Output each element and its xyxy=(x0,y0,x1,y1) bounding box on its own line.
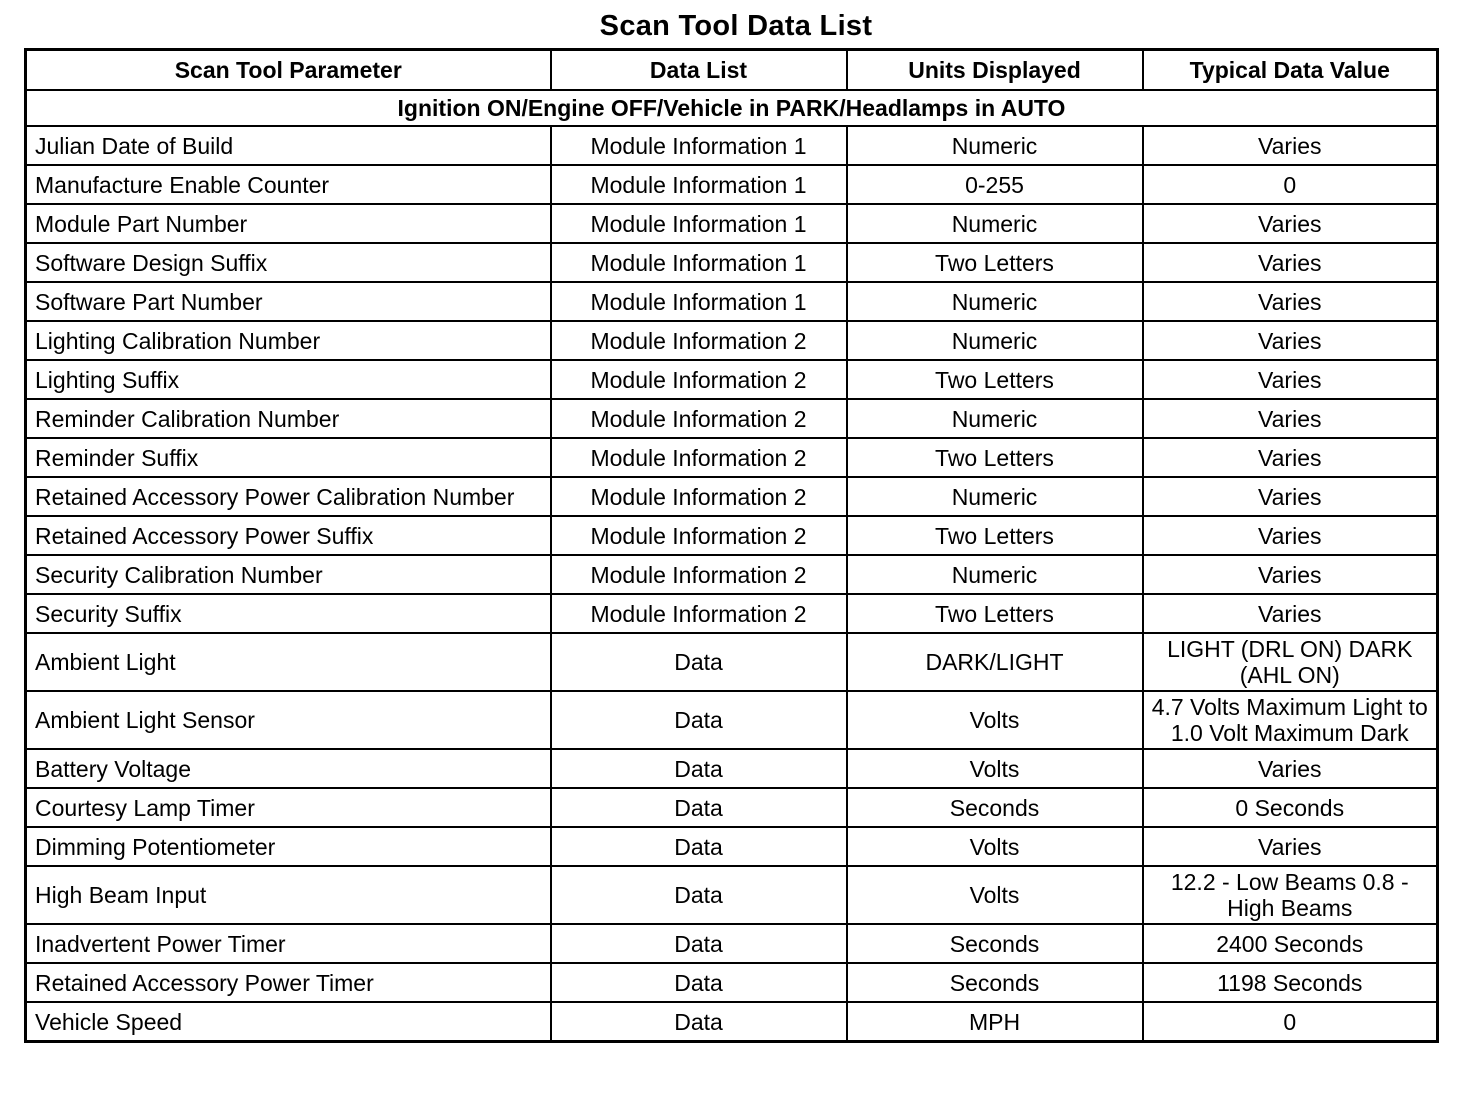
cell-typical-value: 1198 Seconds xyxy=(1143,963,1438,1002)
cell-units: Volts xyxy=(847,691,1143,749)
cell-parameter: Lighting Suffix xyxy=(26,360,551,399)
cell-typical-value: 2400 Seconds xyxy=(1143,924,1438,963)
cell-parameter: Inadvertent Power Timer xyxy=(26,924,551,963)
cell-units: Two Letters xyxy=(847,438,1143,477)
cell-parameter: Lighting Calibration Number xyxy=(26,321,551,360)
cell-units: Numeric xyxy=(847,399,1143,438)
cell-units: Volts xyxy=(847,749,1143,788)
cell-units: Numeric xyxy=(847,126,1143,165)
header-typical-value: Typical Data Value xyxy=(1143,50,1438,91)
cell-data-list: Module Information 2 xyxy=(551,399,847,438)
cell-data-list: Data xyxy=(551,924,847,963)
table-row xyxy=(26,165,1438,204)
table-row xyxy=(26,827,1438,866)
table-row xyxy=(26,126,1438,165)
cell-typical-value: Varies xyxy=(1143,594,1438,633)
cell-typical-value: 12.2 - Low Beams 0.8 - High Beams xyxy=(1143,866,1438,924)
cell-data-list: Module Information 2 xyxy=(551,555,847,594)
cell-data-list: Data xyxy=(551,963,847,1002)
cell-units: Volts xyxy=(847,866,1143,924)
cell-parameter: Software Design Suffix xyxy=(26,243,551,282)
cell-typical-value: Varies xyxy=(1143,321,1438,360)
cell-data-list: Module Information 2 xyxy=(551,360,847,399)
table-row xyxy=(26,1002,1438,1042)
cell-parameter: Ambient Light xyxy=(26,633,551,691)
cell-data-list: Module Information 2 xyxy=(551,438,847,477)
cell-units: MPH xyxy=(847,1002,1143,1042)
table-row xyxy=(26,691,1438,749)
cell-data-list: Module Information 2 xyxy=(551,321,847,360)
table-row xyxy=(26,749,1438,788)
cell-typical-value: 0 Seconds xyxy=(1143,788,1438,827)
cell-typical-value: Varies xyxy=(1143,282,1438,321)
header-data-list: Data List xyxy=(551,50,847,91)
table-row xyxy=(26,633,1438,691)
cell-data-list: Module Information 1 xyxy=(551,165,847,204)
table-row xyxy=(26,788,1438,827)
header-units: Units Displayed xyxy=(847,50,1143,91)
cell-parameter: Dimming Potentiometer xyxy=(26,827,551,866)
cell-parameter: Module Part Number xyxy=(26,204,551,243)
table-row xyxy=(26,438,1438,477)
cell-typical-value: Varies xyxy=(1143,477,1438,516)
cell-typical-value: Varies xyxy=(1143,360,1438,399)
table-row xyxy=(26,594,1438,633)
cell-units: Numeric xyxy=(847,321,1143,360)
cell-parameter: Retained Accessory Power Suffix xyxy=(26,516,551,555)
cell-typical-value: 0 xyxy=(1143,1002,1438,1042)
cell-data-list: Module Information 1 xyxy=(551,243,847,282)
table-row xyxy=(26,360,1438,399)
cell-data-list: Module Information 1 xyxy=(551,204,847,243)
cell-units: Two Letters xyxy=(847,243,1143,282)
cell-parameter: Software Part Number xyxy=(26,282,551,321)
cell-typical-value: Varies xyxy=(1143,399,1438,438)
cell-parameter: Vehicle Speed xyxy=(26,1002,551,1042)
cell-data-list: Data xyxy=(551,1002,847,1042)
cell-units: Seconds xyxy=(847,788,1143,827)
cell-units: Seconds xyxy=(847,924,1143,963)
table-row xyxy=(26,399,1438,438)
section-label: Ignition ON/Engine OFF/Vehicle in PARK/Headlamps in AUTO xyxy=(26,90,1438,126)
table-row xyxy=(26,516,1438,555)
scan-tool-data-table xyxy=(24,48,1439,1043)
table-row xyxy=(26,282,1438,321)
page-title: Scan Tool Data List xyxy=(599,10,873,42)
cell-parameter: Manufacture Enable Counter xyxy=(26,165,551,204)
cell-parameter: Reminder Calibration Number xyxy=(26,399,551,438)
section-row xyxy=(26,90,1438,126)
cell-units: Numeric xyxy=(847,282,1143,321)
cell-typical-value: Varies xyxy=(1143,204,1438,243)
table-row xyxy=(26,243,1438,282)
cell-typical-value: 0 xyxy=(1143,165,1438,204)
cell-parameter: Security Suffix xyxy=(26,594,551,633)
cell-data-list: Module Information 2 xyxy=(551,516,847,555)
cell-units: Two Letters xyxy=(847,594,1143,633)
cell-data-list: Data xyxy=(551,749,847,788)
header-parameter: Scan Tool Parameter xyxy=(26,50,551,91)
cell-typical-value: Varies xyxy=(1143,126,1438,165)
header-row xyxy=(26,50,1438,91)
cell-parameter: Ambient Light Sensor xyxy=(26,691,551,749)
table-row xyxy=(26,477,1438,516)
cell-typical-value: Varies xyxy=(1143,438,1438,477)
cell-data-list: Module Information 1 xyxy=(551,126,847,165)
cell-typical-value: Varies xyxy=(1143,827,1438,866)
cell-parameter: Reminder Suffix xyxy=(26,438,551,477)
cell-parameter: High Beam Input xyxy=(26,866,551,924)
cell-units: Two Letters xyxy=(847,516,1143,555)
table-row xyxy=(26,866,1438,924)
cell-parameter: Security Calibration Number xyxy=(26,555,551,594)
cell-units: Seconds xyxy=(847,963,1143,1002)
cell-units: Volts xyxy=(847,827,1143,866)
cell-units: Two Letters xyxy=(847,360,1143,399)
cell-units: Numeric xyxy=(847,555,1143,594)
cell-units: 0-255 xyxy=(847,165,1143,204)
table-row xyxy=(26,321,1438,360)
cell-data-list: Module Information 1 xyxy=(551,282,847,321)
table-row xyxy=(26,555,1438,594)
cell-data-list: Module Information 2 xyxy=(551,477,847,516)
cell-data-list: Data xyxy=(551,866,847,924)
cell-data-list: Data xyxy=(551,691,847,749)
cell-typical-value: Varies xyxy=(1143,243,1438,282)
cell-data-list: Data xyxy=(551,633,847,691)
cell-data-list: Module Information 2 xyxy=(551,594,847,633)
table-row xyxy=(26,963,1438,1002)
cell-units: Numeric xyxy=(847,204,1143,243)
cell-parameter: Courtesy Lamp Timer xyxy=(26,788,551,827)
cell-typical-value: LIGHT (DRL ON) DARK (AHL ON) xyxy=(1143,633,1438,691)
cell-typical-value: Varies xyxy=(1143,749,1438,788)
table-row xyxy=(26,924,1438,963)
cell-data-list: Data xyxy=(551,788,847,827)
cell-parameter: Battery Voltage xyxy=(26,749,551,788)
cell-units: DARK/LIGHT xyxy=(847,633,1143,691)
cell-data-list: Data xyxy=(551,827,847,866)
cell-units: Numeric xyxy=(847,477,1143,516)
cell-typical-value: Varies xyxy=(1143,516,1438,555)
cell-parameter: Retained Accessory Power Timer xyxy=(26,963,551,1002)
table-row xyxy=(26,204,1438,243)
cell-typical-value: Varies xyxy=(1143,555,1438,594)
cell-typical-value: 4.7 Volts Maximum Light to 1.0 Volt Maximum Dark xyxy=(1143,691,1438,749)
cell-parameter: Retained Accessory Power Calibration Number xyxy=(26,477,551,516)
cell-parameter: Julian Date of Build xyxy=(26,126,551,165)
